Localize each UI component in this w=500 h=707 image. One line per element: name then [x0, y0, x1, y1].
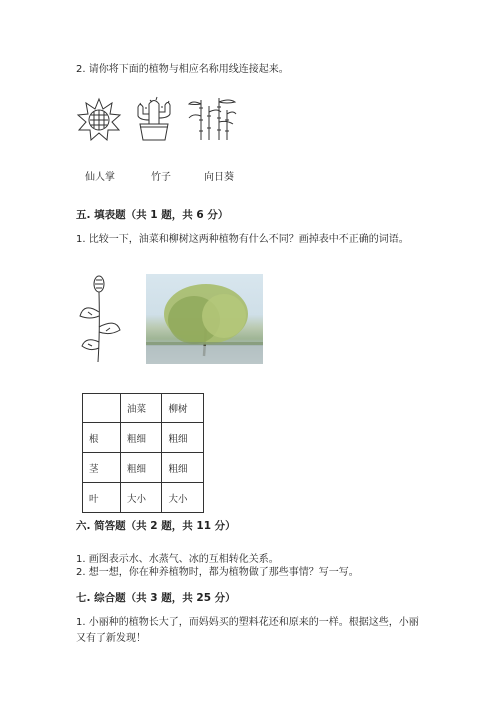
table-header-cell [83, 394, 121, 423]
table-cell: 大小 [120, 483, 162, 513]
name-label-sunflower: 向日葵 [204, 172, 234, 183]
sunflower-drawing [74, 95, 124, 143]
bamboo-drawing [187, 96, 237, 142]
section-7-question-1-line-2: 又有了新发现！ [76, 633, 146, 644]
table-row [83, 483, 204, 513]
table-cell: 粗细 [162, 423, 204, 453]
table-cell: 粗细 [162, 453, 204, 483]
table-row [83, 423, 204, 453]
section-5-title: 五. 填表题（共 1 题，共 6 分） [76, 209, 229, 221]
table-row-label: 叶 [83, 483, 121, 513]
table-row-label: 根 [83, 423, 121, 453]
table-cell: 粗细 [120, 423, 162, 453]
rapeseed-drawing [76, 272, 126, 364]
section-6-question-1: 1. 画图表示水、水蒸气、冰的互相转化关系。 [76, 554, 279, 565]
section-7-question-1-line-1: 1. 小丽种的植物长大了，而妈妈买的塑料花还和原来的一样。根据这些，小丽 [76, 617, 419, 628]
section-7-title: 七. 综合题（共 3 题，共 25 分） [76, 592, 236, 604]
question-2-prompt: 2. 请你将下面的植物与相应名称用线连接起来。 [76, 64, 289, 75]
name-label-cactus: 仙人掌 [85, 172, 115, 183]
table-header-cell: 油菜 [120, 394, 162, 423]
table-cell: 大小 [162, 483, 204, 513]
table-cell: 粗细 [120, 453, 162, 483]
willow-photo [146, 274, 263, 364]
section-6-question-2: 2. 想一想，你在种养植物时，都为植物做了那些事情？写一写。 [76, 567, 359, 578]
section-5-question-1: 1. 比较一下，油菜和柳树这两种植物有什么不同？画掉表中不正确的词语。 [76, 234, 409, 245]
section-6-title: 六. 简答题（共 2 题，共 11 分） [76, 520, 236, 532]
table-row [83, 453, 204, 483]
cactus-drawing [134, 94, 174, 144]
table-header-row [83, 394, 204, 423]
table-row-label: 茎 [83, 453, 121, 483]
table-header-cell: 柳树 [162, 394, 204, 423]
name-label-bamboo: 竹子 [151, 172, 171, 183]
comparison-table [82, 393, 204, 513]
